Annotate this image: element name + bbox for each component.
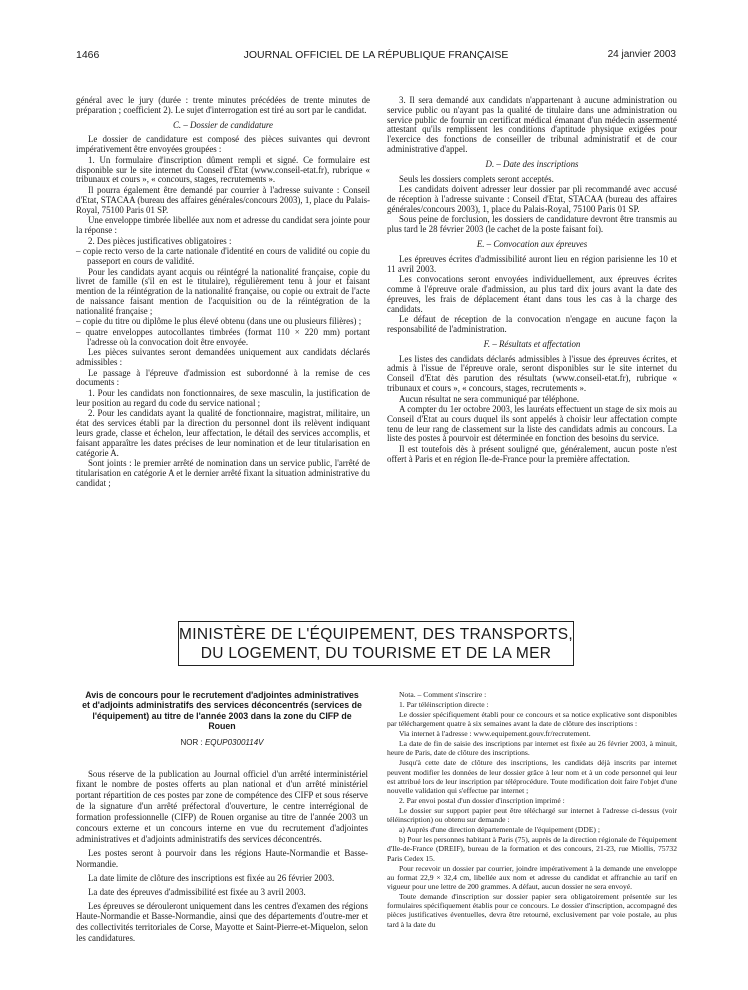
paragraph: Il pourra également être demandé par courrier à l'adresse suivante : Conseil d'Etat, STACAA (bureau des affaires générales/concours 2003), 1, place du Palais-Royal, 75100 Paris 01 SP. bbox=[76, 184, 370, 215]
paragraph: Il est toutefois dès à présent souligné que, généralement, aucun poste n'est offert à Paris et en région Ile-de-France pour la première affectation. bbox=[387, 444, 677, 464]
paragraph: Pour recevoir un dossier par courrier, joindre impérativement à la demande une enveloppe au format 22,9 × 32,4 cm, libellée aux nom et adresse du candidat et affranchie au tarif en vigueur pour une lettre de 200 grammes. A défaut, aucun dossier ne sera envoyé. bbox=[387, 863, 677, 892]
paragraph: Les convocations seront envoyées individuellement, aux épreuves écrites comme à l'épreuve orale d'admission, au plus tard dix jours avant la date des épreuves, les frais de déplacement étant dans tous les cas à la charge des candidats. bbox=[387, 274, 677, 314]
paragraph: 1. Par téléinscription directe : bbox=[399, 700, 489, 709]
paragraph: Aucun résultat ne sera communiqué par téléphone. bbox=[399, 393, 580, 404]
section-heading-e: E. – Convocation aux épreuves bbox=[476, 238, 588, 249]
list-item: – quatre enveloppes autocollantes timbrées (format 110 × 220 mm) portant l'adresse où la convocation doit être envoyée. bbox=[76, 326, 370, 347]
paragraph: b) Pour les personnes habitant à Paris (75), auprès de la direction régionale de l'équipement d'Ile-de-France (DREIF), bureau de la formation et des concours, 21-23, rue Miollis, 75732 Paris Cedex 15. bbox=[387, 835, 677, 863]
column-1 bbox=[76, 96, 370, 489]
paragraph: Le dossier de candidature est composé des pièces suivantes qui devront impérativement être envoyées groupées : bbox=[76, 134, 370, 155]
paragraph: Les pièces suivantes seront demandées uniquement aux candidats déclarés admissibles : bbox=[76, 347, 370, 368]
column-4 bbox=[387, 690, 677, 930]
paragraph: Sous peine de forclusion, les dossiers de candidature devront être transmis au plus tard le 28 février 2003 (le cachet de la poste faisant foi). bbox=[387, 214, 677, 235]
list-item: – copie recto verso de la carte nationale d'identité en cours de validité ou copie du passeport en cours de validité. bbox=[76, 246, 370, 266]
paragraph: Les épreuves se dérouleront uniquement dans les centres d'examen des régions Haute-Normandie et Basse-Normandie, ainsi que des départements d'outre-mer et des collectivités territoriales de Corse, Mayotte et Saint-Pierre-et-Miquelon, selon les candidatures. bbox=[76, 900, 368, 944]
paragraph: 2. Pour les candidats ayant la qualité de fonctionnaire, magistrat, militaire, un état des services établi par la direction du personnel dont ils relèvent indiquant leurs grade, classe et échelon, leur affectation, le détail des services accomplis, et faisant apparaître les dates précises de leur nomination et de leur titularisation en catégorie A. bbox=[76, 408, 370, 458]
nor-label: NOR : bbox=[180, 737, 205, 747]
ministry-line-2: DU LOGEMENT, DU TOURISME ET DE LA MER bbox=[200, 645, 552, 662]
issue-date: 24 janvier 2003 bbox=[607, 49, 676, 60]
paragraph: Pour les candidats ayant acquis ou réintégré la nationalité française, copie du livret de famille (s'il en est le titulaire), régulièrement tenu à jour et faisant mention de la réintégration de la nationalité française, ou copie ou extrait de l'acte de naissance faisant mention de l'acquisition ou de la réintégration de la nationalité française ; bbox=[76, 266, 370, 316]
paragraph: La date limite de clôture des inscriptions est fixée au 26 février 2003. bbox=[88, 872, 335, 883]
list-item: – copie du titre ou diplôme le plus élevé obtenu (dans une ou plusieurs filières) ; bbox=[76, 316, 362, 327]
paragraph: 1. Un formulaire d'inscription dûment rempli et signé. Ce formulaire est disponible sur le site internet du Conseil d'Etat (www.conseil-etat.fr), rubrique « tribunaux et cours », « concours, stages, recrutements ». bbox=[76, 154, 370, 185]
section-heading-c: C. – Dossier de candidature bbox=[173, 119, 273, 130]
paragraph: Le dossier spécifiquement établi pour ce concours et sa notice explicative sont disponibles par téléchargement quatre à six semaines avant la date de clôture des inscriptions : bbox=[387, 710, 677, 729]
paragraph: Jusqu'à cette date de clôture des inscriptions, les candidats déjà inscrits par internet peuvent modifier les données de leur dossier grâce à leur nom et à un code personnel qui leur est attribué lors de leur inscription par téléprocédure. Toute modification doit faire l'objet d'une nouvelle validation qui s'effectue par internet ; bbox=[387, 758, 677, 796]
paragraph: La date des épreuves d'admissibilité est fixée au 3 avril 2003. bbox=[88, 886, 306, 897]
column-2 bbox=[387, 96, 677, 465]
paragraph: 3. Il sera demandé aux candidats n'appartenant à aucune administration ou service public ou n'ayant pas la qualité de titulaire dans une administration ou service public de fournir un certificat médical émanant d'un médecin assermenté attestant qu'ils remplissent les conditions d'aptitude physique exigées pour l'exercice des fonctions de conseiller de tribunal administratif et de cour administrative d'appel. bbox=[387, 95, 677, 154]
paragraph: Le dossier sur support papier peut être téléchargé sur internet à l'adresse ci-dessus (voir téléinscription) ou obtenu sur demande : bbox=[387, 806, 677, 825]
paragraph: Le défaut de réception de la convocation n'engage en aucune façon la responsabilité de l'administration. bbox=[387, 314, 677, 334]
paragraph: 1. Pour les candidats non fonctionnaires, de sexe masculin, la justification de leur position au regard du code du service national ; bbox=[76, 388, 370, 408]
section-heading-f: F. – Résultats et affectation bbox=[483, 338, 581, 349]
notice-title: Avis de concours pour le recrutement d'adjointes administratives et d'adjoints administratifs des services déconcentrés (services de l'équipement) au titre de l'année 2003 dans la zone du CIFP de Rouen bbox=[82, 690, 362, 732]
nor-code: EQUP0300114V bbox=[204, 737, 264, 747]
ministry-heading-box bbox=[178, 621, 574, 666]
paragraph: Sont joints : le premier arrêté de nomination dans un service public, l'arrêté de titularisation en catégorie A et le dernier arrêté fixant la situation administrative du candidat ; bbox=[76, 458, 370, 488]
column-3 bbox=[76, 690, 368, 947]
paragraph: a) Auprès d'une direction départementale de l'équipement (DDE) ; bbox=[399, 825, 600, 835]
paragraph: Toute demande d'inscription sur dossier papier sera obligatoirement présentée sur les formulaires spécifiquement établis pour ce concours. Le dossier d'inscription, accompagné des pièces justificatives éventuelles, devra être retourné, exclusivement par voie postale, au plus tard à la date du bbox=[387, 892, 677, 929]
paragraph: Le passage à l'épreuve d'admission est subordonné à la remise de ces documents : bbox=[76, 367, 370, 388]
paragraph: général avec le jury (durée : trente minutes précédées de trente minutes de préparation ; coefficient 2). Le sujet d'interrogation est tiré au sort par le candidat. bbox=[76, 95, 370, 115]
ministry-line-1: MINISTÈRE DE L'ÉQUIPEMENT, DES TRANSPORTS, bbox=[179, 626, 573, 643]
paragraph: Les candidats doivent adresser leur dossier par pli recommandé avec accusé de réception à l'adresse suivante : Conseil d'Etat, STACAA (bureau des affaires générales/concours 2003), 1, place du Palais-Royal, 75100 Paris 01 SP. bbox=[387, 184, 677, 214]
paragraph: Seuls les dossiers complets seront acceptés. bbox=[399, 173, 554, 184]
paragraph: A compter du 1er octobre 2003, les lauréats effectuent un stage de six mois au Conseil d'Etat au cours duquel ils sont appelés à choisir leur affectation compte tenu de leur rang de classement sur la liste des candidats admis au concours. La liste des postes à pourvoir est déterminée en fonction des besoins du service. bbox=[387, 404, 677, 444]
paragraph: Via internet à l'adresse : www.equipement.gouv.fr/recrutement. bbox=[399, 729, 591, 739]
page-number: 1466 bbox=[76, 49, 100, 61]
paragraph: Les postes seront à pourvoir dans les régions Haute-Normandie et Basse-Normandie. bbox=[76, 847, 368, 869]
paragraph: 2. Par envoi postal d'un dossier d'inscription imprimé : bbox=[399, 796, 565, 806]
nor-reference bbox=[76, 738, 368, 749]
paragraph: 2. Des pièces justificatives obligatoires : bbox=[88, 235, 232, 246]
section-heading-d: D. – Date des inscriptions bbox=[485, 158, 579, 169]
paragraph: Nota. – Comment s'inscrire : bbox=[399, 690, 487, 699]
journal-title: JOURNAL OFFICIEL DE LA RÉPUBLIQUE FRANÇAISE bbox=[243, 49, 509, 61]
paragraph: Sous réserve de la publication au Journal officiel d'un arrêté interministériel fixant le nombre de postes offerts au plan national et d'un arrêté ministériel portant répartition de ces postes par zone de compétence des CIFP et sous réserve de la signature d'un arrêté préfectoral d'ouverture, le centre interrégional de formation professionnelle (CIFP) de Rouen organise au titre de l'année 2003 un concours externe et un concours interne en vue du recrutement d'adjointes administratives et d'adjoints administratifs des services déconcentrés. bbox=[76, 768, 368, 844]
paragraph: La date de fin de saisie des inscriptions par internet est fixée au 26 février 2003, à minuit, heure de Paris, date de clôture des inscriptions. bbox=[387, 739, 677, 758]
paragraph: Les listes des candidats déclarés admissibles à l'issue des épreuves écrites, et admis à l'issue de l'épreuve orale, seront disponibles sur le site internet du Conseil d'Etat dès parution des résultats (www.conseil-etat.fr), rubrique « tribunaux et cours », « concours, stages, recrutements ». bbox=[387, 353, 677, 393]
paragraph: Une enveloppe timbrée libellée aux nom et adresse du candidat sera jointe pour la réponse : bbox=[76, 215, 370, 235]
paragraph: Les épreuves écrites d'admissibilité auront lieu en région parisienne les 10 et 11 avril 2003. bbox=[387, 253, 677, 274]
